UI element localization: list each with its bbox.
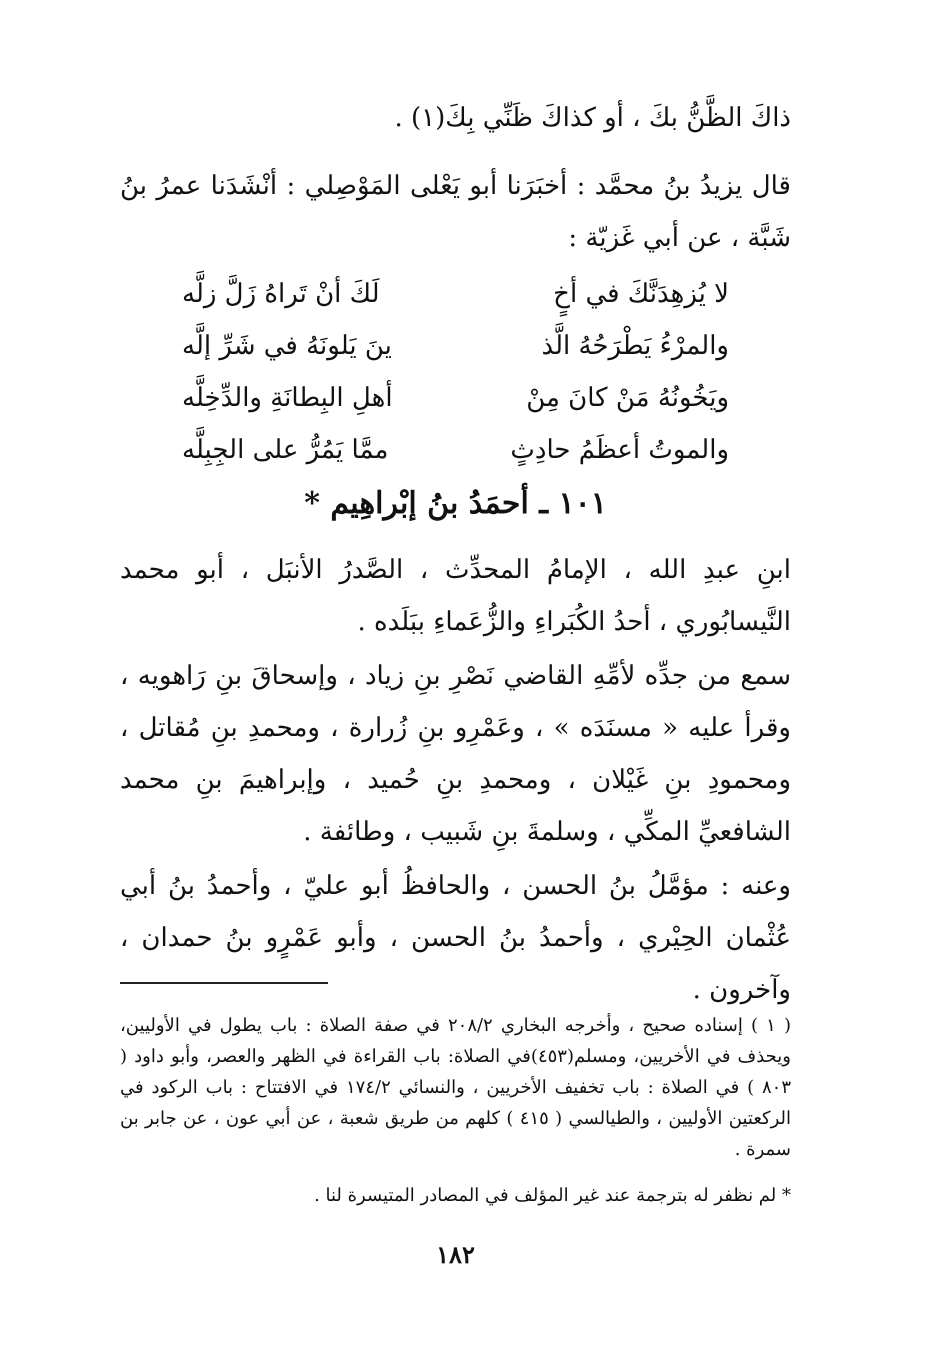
- biography-paragraph-3: وعنه : مؤمَّلُ بنُ الحسن ، والحافظُ أبو عليّ ، وأحمدُ بنُ أبي عُثْمان الحِيْري ، وأحمدُ بنُ الحسن ، وأبو عَمْرٍو بنُ حمدان ، وآخرون .: [120, 871, 791, 1005]
- footnote-separator: [120, 982, 328, 984]
- poem: [182, 268, 729, 476]
- first-hemistich: ويَخُونُهُ مَنْ كانَ مِنْ: [526, 383, 729, 413]
- first-hemistich: والمرْءُ يَطْرَحُهُ الَّذ: [541, 331, 729, 361]
- opening-line: ذاكَ الظَّنُّ بكَ ، أو كذاكَ ظَنِّي بِكَ(١) .: [394, 103, 791, 133]
- verse: [182, 372, 729, 424]
- first-hemistich: والموتُ أعظَمُ حادِثٍ: [510, 435, 729, 465]
- page-number: ١٨٢: [436, 1240, 475, 1269]
- biography-paragraph-2: سمع من جدِّه لأمِّهِ القاضي نَصْرِ بنِ زياد ، وإسحاقَ بنِ رَاهويه ، وقرأ عليه « مسنَدَه » ، وعَمْرِو بنِ زُرارة ، ومحمدِ بنِ مُقاتل ، ومحمودِ بنِ غَيْلان ، ومحمدِ بنِ حُميد ، وإبراهيمَ بنِ محمد الشافعيِّ المكِّي ، وسلمةَ بنِ شَبيب ، وطائفة .: [120, 661, 791, 847]
- book-page: [120, 0, 791, 1368]
- verse: [182, 424, 729, 476]
- second-hemistich: لَكَ أنْ تَراهُ زَلَّ زلَّه: [182, 279, 380, 309]
- footnote-2: * لم نظفر له بترجمة عند غير المؤلف في المصادر المتيسرة لنا .: [314, 1185, 791, 1206]
- second-hemistich: ممَّا يَمُرُّ على الجِبِلَّه: [182, 435, 389, 465]
- verse: [182, 268, 729, 320]
- second-hemistich: أهلِ البِطانَةِ والدِّخِلَّه: [182, 383, 393, 413]
- poem-intro: قال يزيدُ بنُ محمَّد : أخبَرَنا أبو يَعْلى المَوْصِلي : أنْشَدَنا عمرُ بنُ شَبَّة ، عن أبي غَزيّة :: [120, 171, 791, 253]
- verse: [182, 320, 729, 372]
- second-hemistich: ينَ يَلونَهُ في شَرِّ إلَّه: [182, 331, 392, 361]
- entry-heading: ١٠١ ـ أحمَدُ بنُ إبْراهِيم *: [304, 486, 607, 521]
- footnote-1: ( ١ ) إسناده صحيح ، وأخرجه البخاري ٢٠٨/٢ في صفة الصلاة : باب يطول في الأوليين، ويحذف في الأخريين، ومسلم(٤٥٣)في الصلاة: باب القراءة في الظهر والعصر، وأبو داود ( ٨٠٣ ) في الصلاة : باب تخفيف الأخريين ، والنسائي ١٧٤/٢ في الافتتاح : باب الركود في الركعتين الأوليين ، والطيالسي ( ٤١٥ ) كلهم من طريق شعبة ، عن أبي عون ، عن جابر بن سمرة .: [120, 1015, 792, 1160]
- first-hemistich: لا يُزهِدَنَّكَ في أخٍ: [553, 279, 729, 309]
- biography-paragraph-1: ابنِ عبدِ الله ، الإمامُ المحدِّث ، الصَّدرُ الأنبَل ، أبو محمد النَّيسابُوري ، أحدُ الكُبَراءِ والزُّعَماءِ ببَلَده .: [120, 555, 791, 637]
